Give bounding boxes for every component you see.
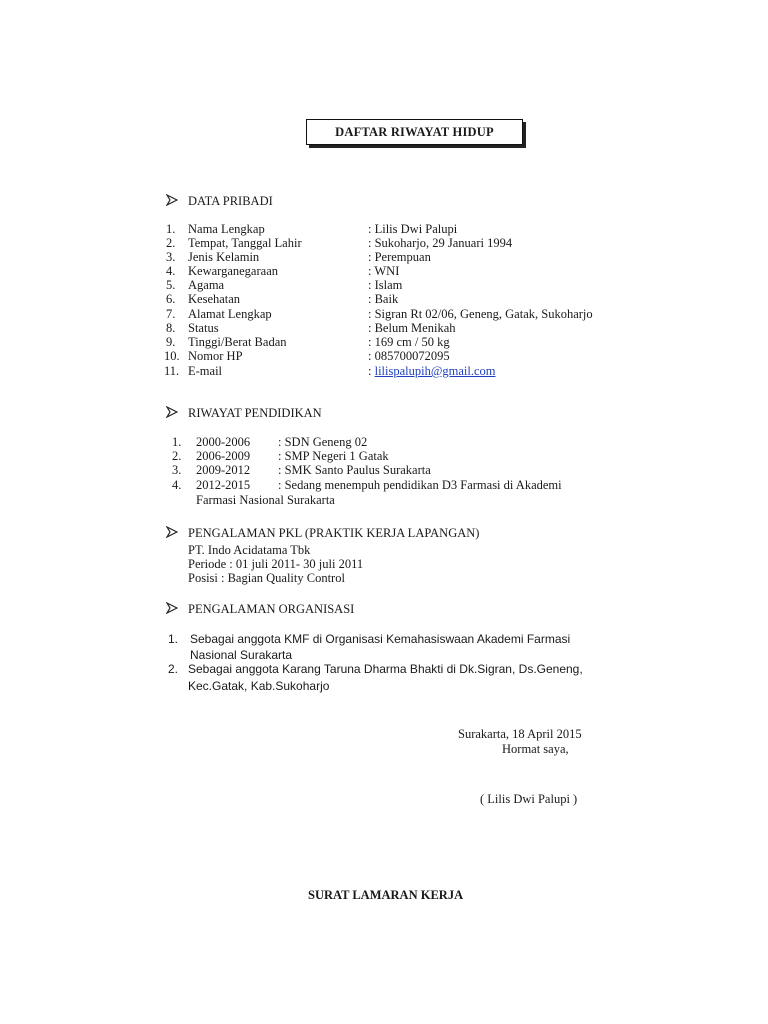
organisasi-line: Sebagai anggota Karang Taruna Dharma Bhakti di Dk.Sigran, Ds.Geneng,	[188, 662, 583, 676]
education-school: : SDN Geneng 02	[278, 435, 368, 449]
arrow-bullet-icon	[166, 194, 178, 208]
item-number: 2.	[168, 662, 179, 676]
arrow-bullet-icon	[166, 406, 178, 420]
field-value: : 085700072095	[368, 349, 450, 363]
next-section-heading: SURAT LAMARAN KERJA	[308, 888, 464, 902]
pkl-company: PT. Indo Acidatama Tbk	[188, 543, 311, 557]
field-label: Status	[188, 321, 219, 335]
item-number: 1.	[172, 435, 182, 449]
item-number: 6.	[166, 292, 176, 306]
email-link[interactable]: lilispalupih@gmail.com	[374, 364, 496, 378]
item-number: 1.	[166, 222, 176, 236]
arrow-bullet-icon	[166, 526, 178, 540]
education-years: 2006-2009	[196, 449, 251, 463]
item-number: 9.	[166, 335, 176, 349]
email-value	[368, 364, 495, 378]
field-value: : Belum Menikah	[368, 321, 456, 335]
field-value: : 169 cm / 50 kg	[368, 335, 450, 349]
item-number: 3.	[172, 463, 182, 477]
item-number: 2.	[172, 449, 182, 463]
education-years: 2012-2015	[196, 478, 251, 492]
item-number: 7.	[166, 307, 176, 321]
field-label: Jenis Kelamin	[188, 250, 260, 264]
item-number: 4.	[166, 264, 176, 278]
organisasi-line: Kec.Gatak, Kab.Sukoharjo	[188, 679, 330, 693]
section-heading-data-pribadi: DATA PRIBADI	[188, 194, 273, 208]
item-number: 2.	[166, 236, 176, 250]
education-school: : Sedang menempuh pendidikan D3 Farmasi di Akademi	[278, 478, 562, 492]
field-label: Tempat, Tanggal Lahir	[188, 236, 302, 250]
item-number: 3.	[166, 250, 176, 264]
document-title	[306, 119, 523, 145]
signature-closing: Hormat saya,	[502, 742, 569, 756]
field-value: : Baik	[368, 292, 399, 306]
signature-name: ( Lilis Dwi Palupi )	[480, 792, 578, 806]
item-number: 5.	[166, 278, 176, 292]
item-number: 11.	[164, 364, 180, 378]
field-value: : Islam	[368, 278, 403, 292]
organisasi-line: Sebagai anggota KMF di Organisasi Kemahasiswaan Akademi Farmasi	[190, 632, 571, 646]
field-value: : Perempuan	[368, 250, 431, 264]
field-value: : Lilis Dwi Palupi	[368, 222, 458, 236]
item-number: 8.	[166, 321, 176, 335]
field-value: : Sigran Rt 02/06, Geneng, Gatak, Sukoharjo	[368, 307, 593, 321]
pkl-position: Posisi : Bagian Quality Control	[188, 571, 345, 585]
pkl-period: Periode : 01 juli 2011- 30 juli 2011	[188, 557, 364, 571]
signature-place-date: Surakarta, 18 April 2015	[458, 727, 582, 741]
field-value: : WNI	[368, 264, 400, 278]
field-label: Kesehatan	[188, 292, 241, 306]
education-years: 2009-2012	[196, 463, 251, 477]
item-number: 4.	[172, 478, 182, 492]
field-value: : Sukoharjo, 29 Januari 1994	[368, 236, 513, 250]
education-school: : SMP Negeri 1 Gatak	[278, 449, 389, 463]
field-label: Agama	[188, 278, 225, 292]
email-colon: :	[368, 364, 375, 378]
arrow-bullet-icon	[166, 602, 178, 616]
field-label: Nomor HP	[188, 349, 243, 363]
field-label: Tinggi/Berat Badan	[188, 335, 287, 349]
education-school: : SMK Santo Paulus Surakarta	[278, 463, 431, 477]
field-label: Nama Lengkap	[188, 222, 265, 236]
field-label: E-mail	[188, 364, 223, 378]
organisasi-line: Nasional Surakarta	[190, 648, 293, 662]
field-label: Kewarganegaraan	[188, 264, 278, 278]
education-years: 2000-2006	[196, 435, 251, 449]
field-label: Alamat Lengkap	[188, 307, 272, 321]
education-continuation: Farmasi Nasional Surakarta	[196, 493, 335, 507]
item-number: 1.	[168, 632, 179, 646]
section-heading-pendidikan: RIWAYAT PENDIDIKAN	[188, 406, 322, 420]
section-heading-pkl: PENGALAMAN PKL (PRAKTIK KERJA LAPANGAN)	[188, 526, 480, 540]
section-heading-organisasi: PENGALAMAN ORGANISASI	[188, 602, 355, 616]
document-title-text: DAFTAR RIWAYAT HIDUP	[335, 124, 494, 139]
item-number: 10.	[164, 349, 180, 363]
